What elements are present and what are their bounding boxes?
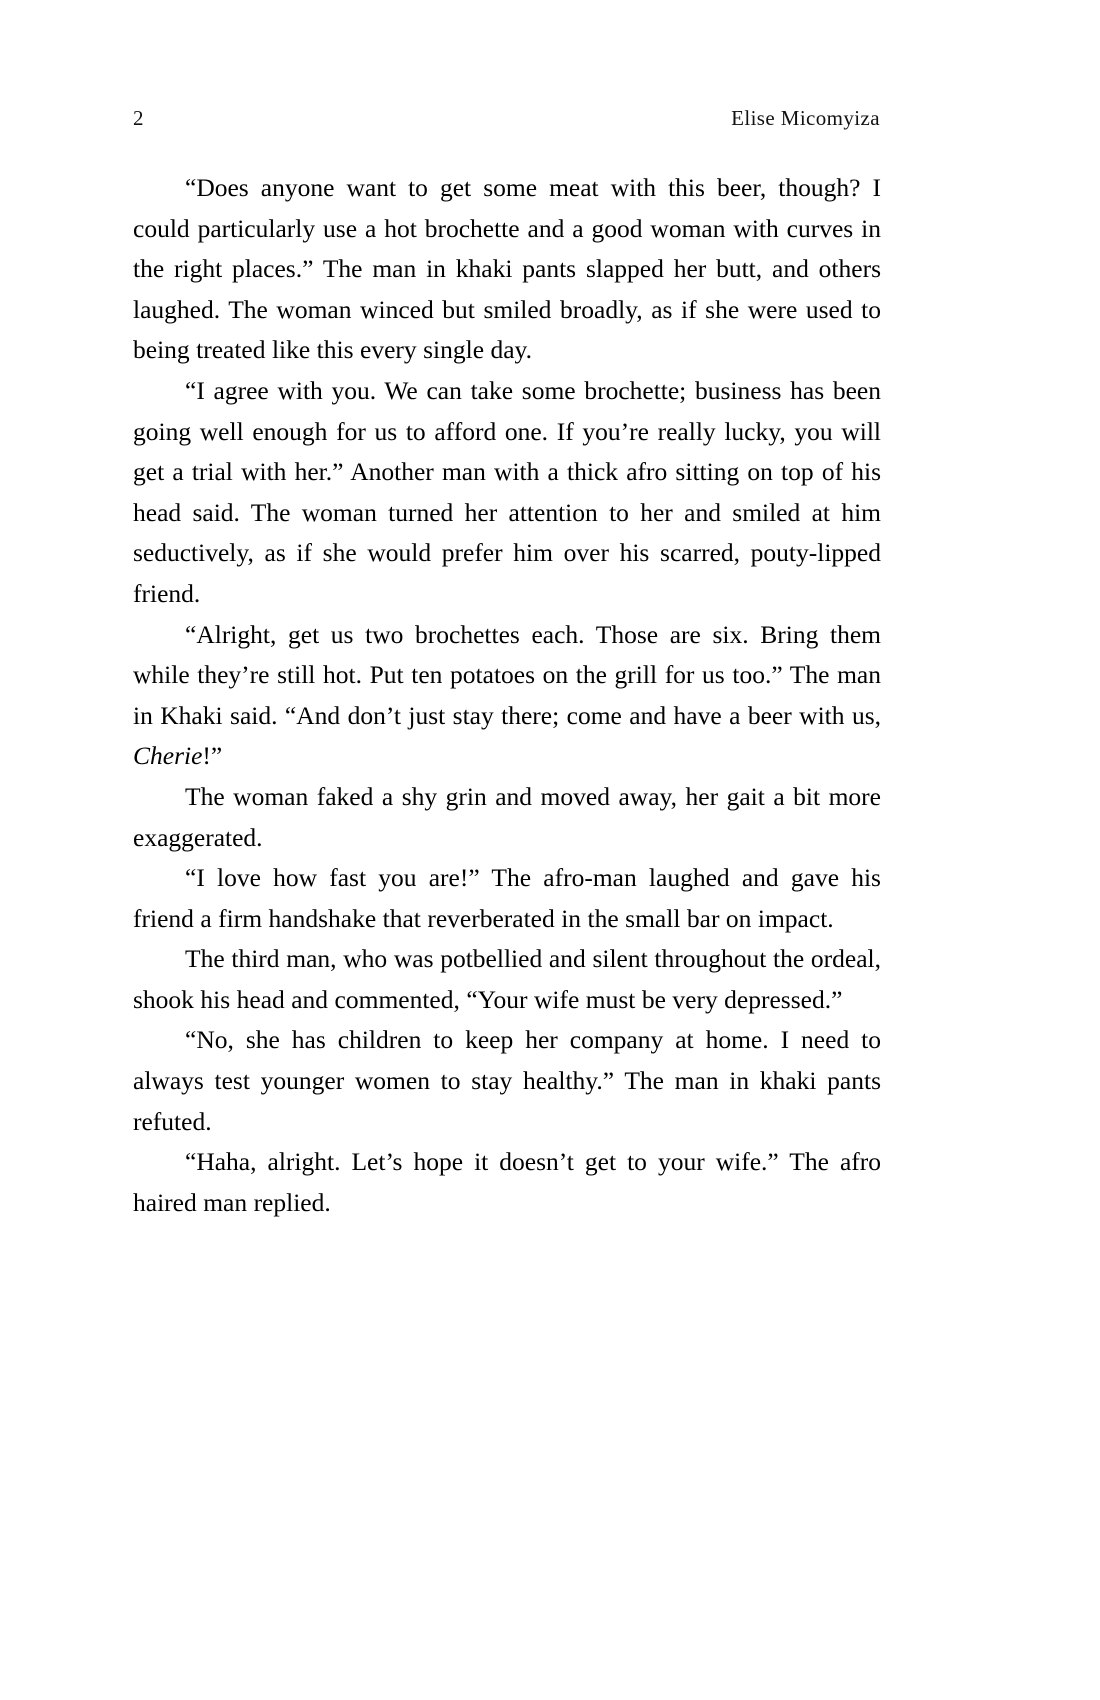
paragraph-3-italic-term: Cherie <box>133 741 203 771</box>
page-number: 2 <box>133 106 144 130</box>
paragraph-7: “No, she has children to keep her company at home. I need to always test younger women to stay healthy.” The man in khaki pants refuted. <box>133 1025 881 1136</box>
body-text-block <box>133 168 881 1223</box>
paragraph-3-text-after-italic: !” <box>202 741 223 771</box>
paragraph-8: “Haha, alright. Let’s hope it doesn’t get to your wife.” The afro haired man replied. <box>133 1147 881 1217</box>
paragraph-3 <box>133 615 881 777</box>
paragraph-2: “I agree with you. We can take some brochette; business has been going well enough for us to afford one. If you’re really lucky, you will get a trial with her.” Another man with a thick afro sitting on top of his head said. The woman turned her attention to her and smiled at him seductively, as if she would prefer him over his scarred, pouty-lipped friend. <box>133 375 881 608</box>
author-name: Elise Micomyiza <box>731 106 880 130</box>
paragraph-1: “Does anyone want to get some meat with this beer, though? I could particularly use a hot brochette and a good woman with curves in the right places.” The man in khaki pants slapped her butt, and others laughed. The woman winced but smiled broadly, as if she were used to being treated like this every single day. <box>133 173 881 365</box>
paragraph-3-text-before-italic: “Alright, get us two brochettes each. Those are six. Bring them while they’re still hot. Put ten potatoes on the grill for us too.” The man in Khaki said. “And don’t just stay there; come and have a beer with us, <box>133 619 881 730</box>
paragraph-5: “I love how fast you are!” The afro-man laughed and gave his friend a firm handshake that reverberated in the small bar on impact. <box>133 863 881 933</box>
running-head <box>133 108 880 129</box>
paragraph-4: The woman faked a shy grin and moved away, her gait a bit more exaggerated. <box>133 781 881 852</box>
paragraph-6: The third man, who was potbellied and silent throughout the ordeal, shook his head and commented, “Your wife must be very depressed.” <box>133 944 881 1014</box>
